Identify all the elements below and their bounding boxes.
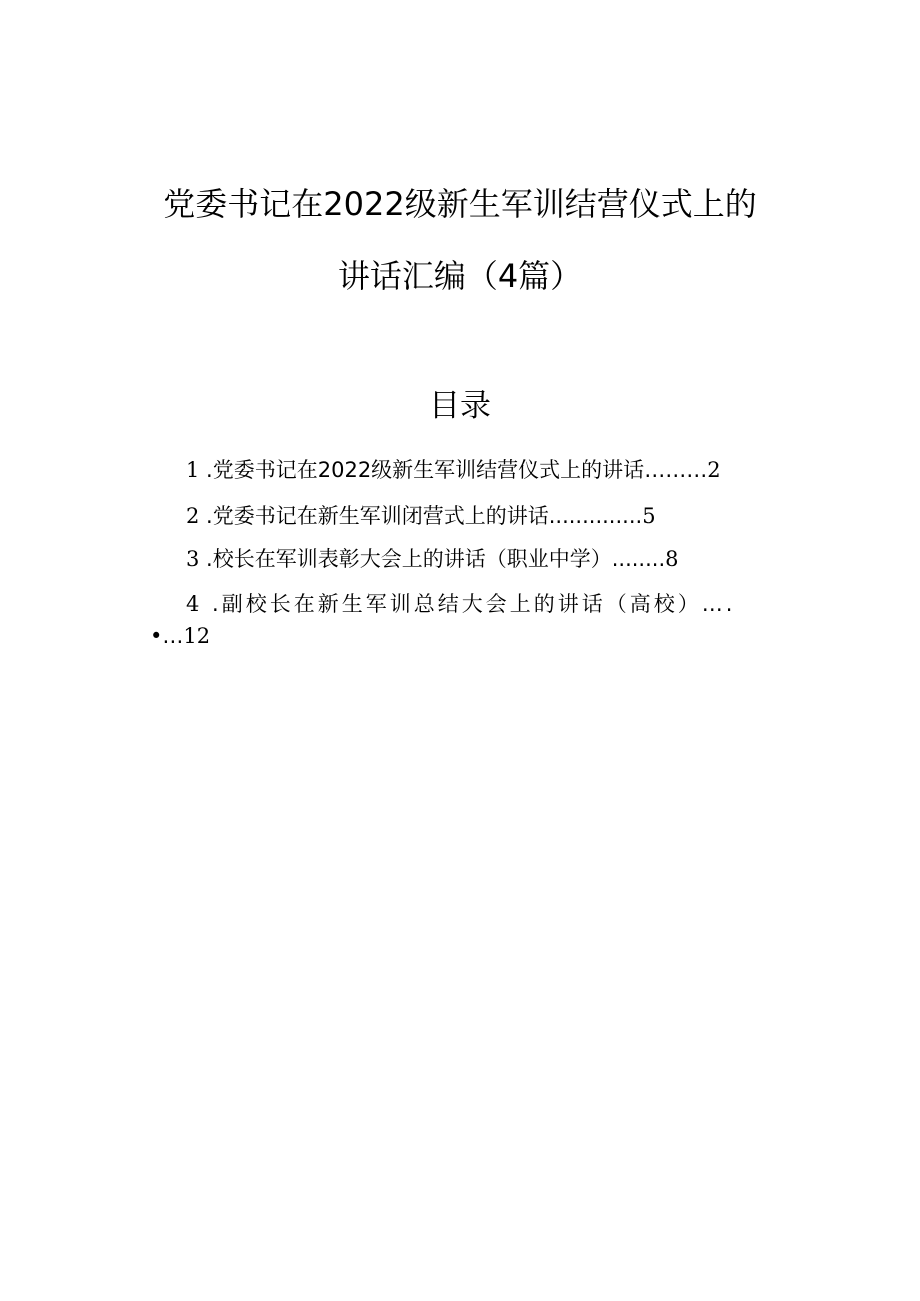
toc-entry-title: 校长在军训表彰大会上的讲话（职业中学） <box>212 547 612 571</box>
toc-entry-separator: . <box>199 458 213 482</box>
toc-entry-title: 党委书记在2022级新生军训结营仪式上的讲话 <box>212 458 645 482</box>
toc-entry-number: 1 <box>186 458 200 482</box>
toc-entry-leader: .............. <box>548 504 643 528</box>
toc-entry-4-continuation[interactable] <box>150 622 210 650</box>
toc-entry-separator: . <box>202 592 222 616</box>
toc-entry-leader-continued: •… <box>150 624 184 648</box>
toc-entry-title: 副校长在新生军训总结大会上的讲话（高校） <box>221 592 702 616</box>
toc-entry-1[interactable] <box>186 456 721 484</box>
toc-entry-4[interactable] <box>186 590 735 618</box>
toc-entry-separator: . <box>199 504 213 528</box>
toc-entry-leader: …. <box>701 592 736 616</box>
toc-entry-3[interactable] <box>186 545 679 573</box>
toc-entry-page: 8 <box>665 547 679 571</box>
toc-heading: 目录 <box>429 388 491 424</box>
toc-entry-page: 2 <box>707 458 721 482</box>
document-title-line-1: 党委书记在2022级新生军训结营仪式上的 <box>163 185 757 223</box>
toc-entry-number: 4 <box>186 592 203 616</box>
toc-entry-2[interactable] <box>186 502 656 530</box>
toc-entry-leader: ........ <box>611 547 666 571</box>
toc-entry-number: 3 <box>186 547 200 571</box>
toc-entry-page: 5 <box>642 504 656 528</box>
document-title-line-2: 讲话汇编（4篇） <box>337 257 583 295</box>
toc-entry-leader: ……… <box>644 458 708 482</box>
toc-entry-number: 2 <box>186 504 200 528</box>
toc-entry-title: 党委书记在新生军训闭营式上的讲话 <box>212 504 549 528</box>
toc-entry-separator: . <box>199 547 213 571</box>
toc-entry-page: 12 <box>183 624 211 648</box>
